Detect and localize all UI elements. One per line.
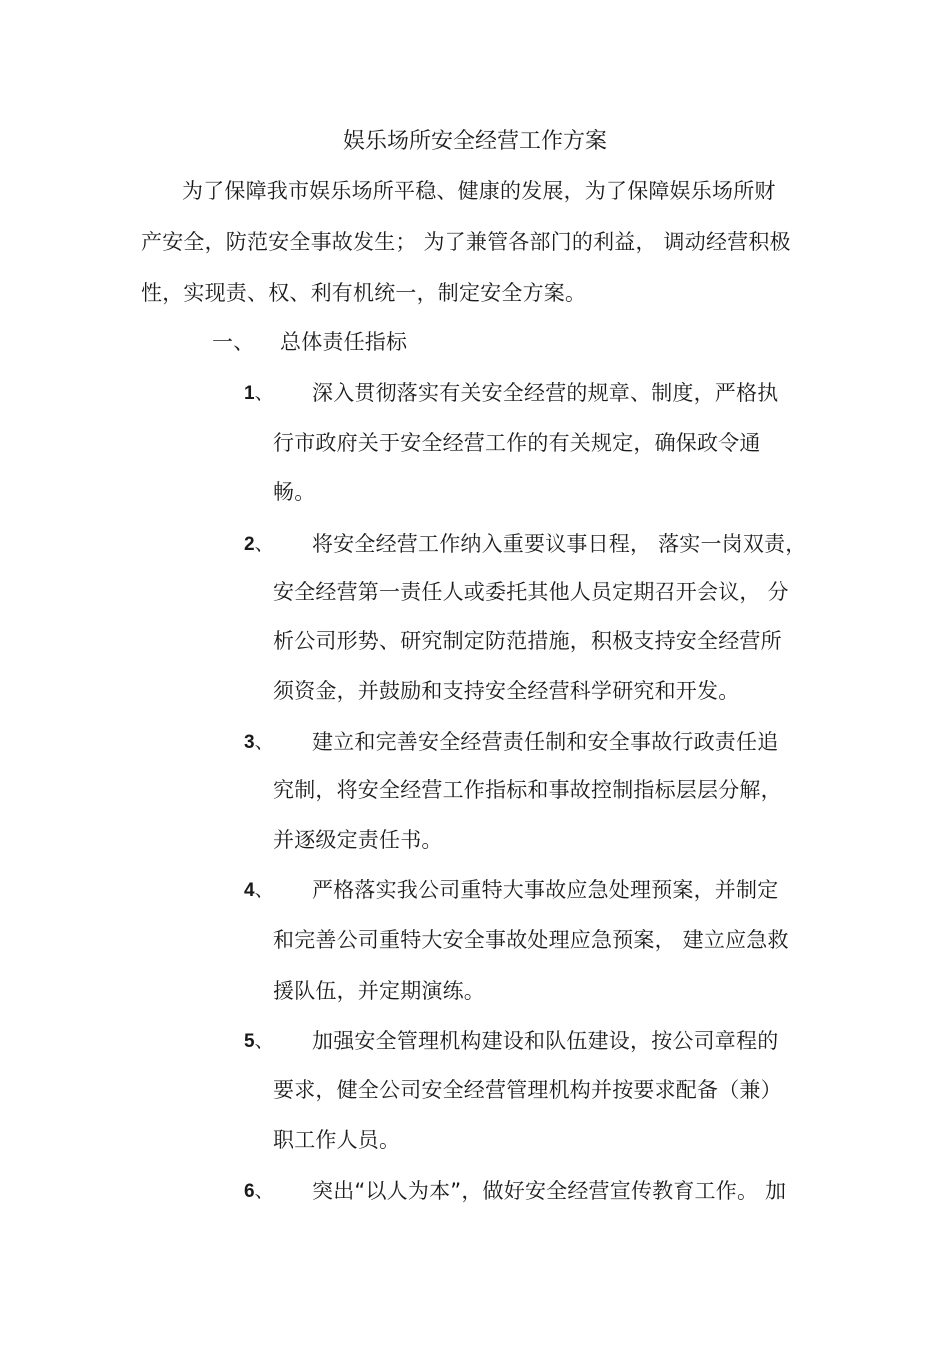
item-5-line-1: 加强安全管理机构建设和队伍建设，按公司章程的 [312, 1029, 779, 1053]
item-1-line-1: 深入贯彻落实有关安全经营的规章、制度，严格执 [312, 381, 779, 405]
item-1-line-3: 畅。 [273, 480, 316, 504]
section-heading: 总体责任指标 [280, 330, 408, 354]
item-number: 5、 [244, 1030, 274, 1052]
section-number: 一、 [212, 330, 255, 354]
item-2-line-4: 须资金，并鼓励和支持安全经营科学研究和开发。 [273, 679, 740, 703]
document-title: 娱乐场所安全经营工作方案 [342, 129, 607, 154]
item-3-line-1: 建立和完善安全经营责任制和安全事故行政责任追 [312, 730, 779, 754]
intro-line-1: 为了保障我市娱乐场所平稳、健康的发展，为了保障娱乐场所财 [182, 179, 776, 203]
item-4-line-2: 和完善公司重特大安全事故处理应急预案， 建立应急救 [273, 928, 789, 952]
item-5-line-2: 要求，健全公司安全经营管理机构并按要求配备（兼） [273, 1078, 782, 1102]
item-4-line-3: 援队伍，并定期演练。 [273, 979, 485, 1003]
item-number: 3、 [244, 731, 274, 753]
item-6-line-1: 突出“以人为本”，做好安全经营宣传教育工作。 加 [312, 1179, 787, 1203]
intro-line-3: 性，实现责、权、利有机统一，制定安全方案。 [141, 281, 587, 305]
item-1-line-2: 行市政府关于安全经营工作的有关规定，确保政令通 [273, 431, 761, 455]
item-number: 6、 [244, 1180, 274, 1202]
item-3-line-2: 究制，将安全经营工作指标和事故控制指标层层分解， [273, 778, 782, 802]
item-5-line-3: 职工作人员。 [273, 1128, 401, 1152]
item-2-line-2: 安全经营第一责任人或委托其他人员定期召开会议， 分 [273, 580, 789, 604]
item-3-line-3: 并逐级定责任书。 [273, 828, 443, 852]
item-number: 2、 [244, 533, 274, 555]
item-2-line-1: 将安全经营工作纳入重要议事日程， 落实一岗双责， [312, 532, 807, 556]
item-number: 1、 [244, 382, 274, 404]
intro-line-2: 产安全，防范安全事故发生； 为了兼管各部门的利益， 调动经营积极 [141, 230, 791, 254]
item-number: 4、 [244, 879, 274, 901]
item-4-line-1: 严格落实我公司重特大事故应急处理预案，并制定 [312, 878, 779, 902]
item-2-line-3: 析公司形势、研究制定防范措施，积极支持安全经营所 [273, 629, 782, 653]
